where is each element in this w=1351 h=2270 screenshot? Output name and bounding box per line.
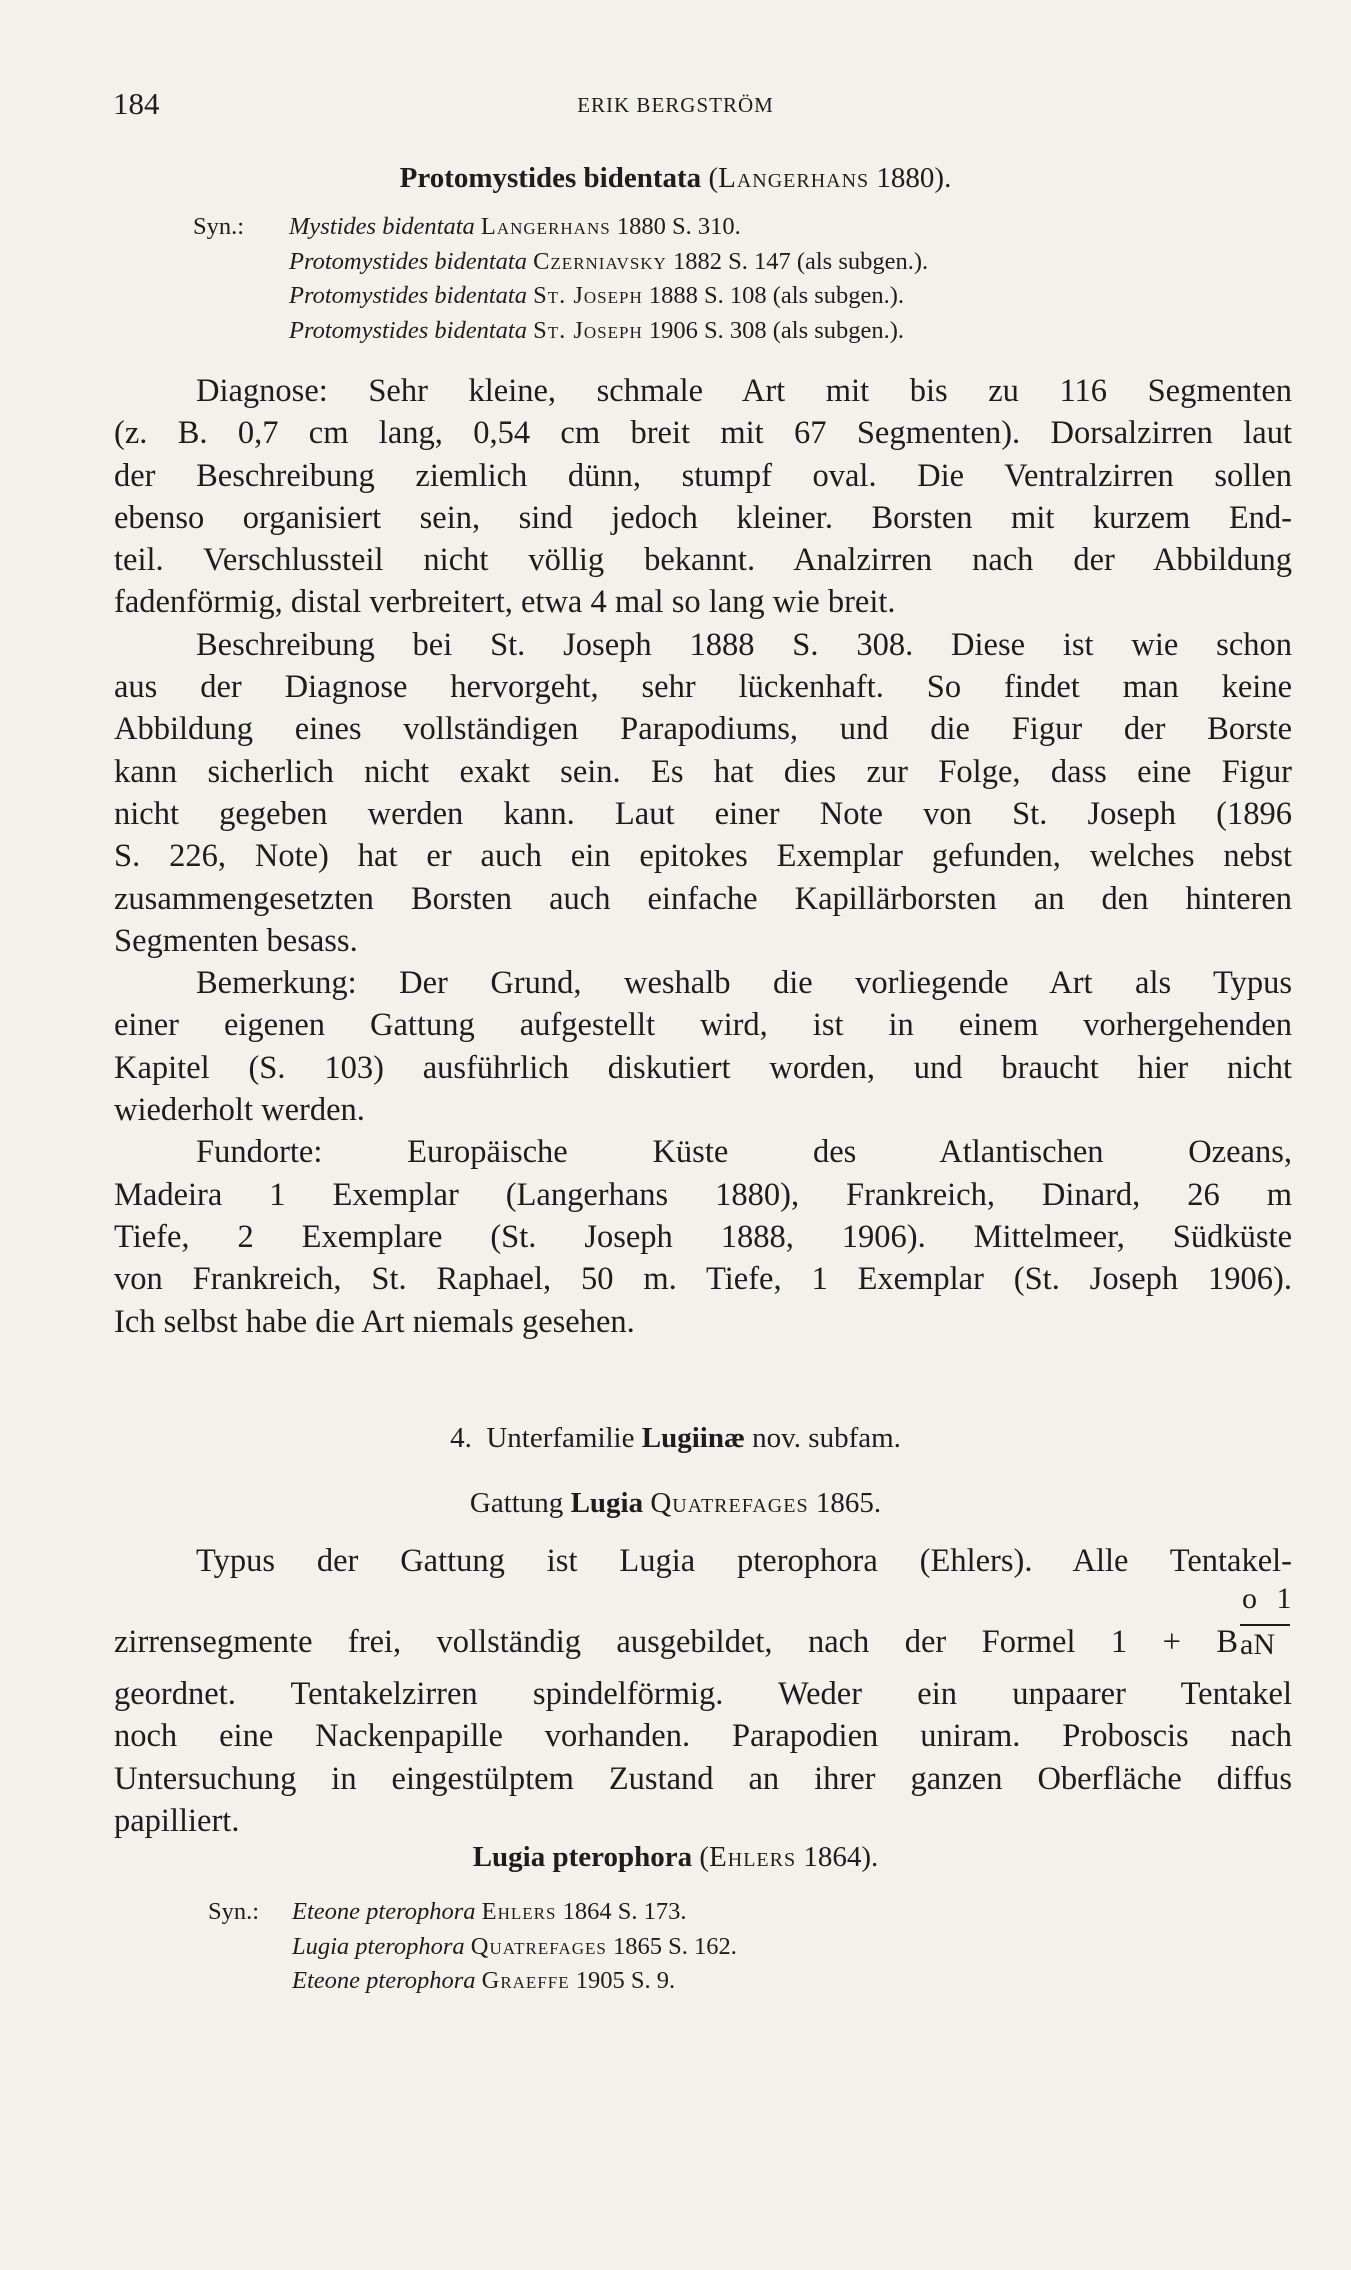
- synonym-author: Czerniavsky: [533, 247, 667, 275]
- synonym-list: [193, 210, 928, 348]
- synonym-row: [193, 210, 928, 245]
- synonym-author: St. Joseph: [533, 316, 643, 344]
- text-line: Madeira 1 Exemplar (Langerhans 1880), Frankreich, Dinard, 26 m: [114, 1176, 1292, 1213]
- text-line: ebenso organisiert sein, sind jedoch kleiner. Borsten mit kurzem End-: [114, 499, 1292, 536]
- subfamily-number: 4.: [450, 1422, 472, 1454]
- text-line: nicht gegeben werden kann. Laut einer Note von St. Joseph (1896: [114, 795, 1292, 832]
- synonym-row: [208, 1895, 737, 1930]
- synonym-ref: 1882 S. 147 (als subgen.).: [672, 247, 929, 275]
- text-line: der Beschreibung ziemlich dünn, stumpf oval. Die Ventralzirren sollen: [114, 457, 1292, 494]
- synonym-row: [208, 1964, 737, 1999]
- subfamily-suffix: nov. subfam.: [752, 1422, 901, 1454]
- page-number: 184: [113, 86, 160, 121]
- synonym-name: Protomystides bidentata: [289, 282, 527, 309]
- formula-fraction: [1238, 1582, 1298, 1661]
- text-line: noch eine Nackenpapille vorhanden. Parapodien uniram. Proboscis nach: [114, 1718, 1292, 1755]
- synonym-label: Syn.:: [208, 1898, 260, 1925]
- synonym-name: Mystides bidentata: [289, 213, 475, 240]
- species-heading: Protomystides bidentata (Langerhans 1880).: [399, 162, 952, 194]
- genus-heading: [0, 1487, 1351, 1520]
- synonym-name: Protomystides bidentata: [289, 247, 527, 275]
- text-line: (z. B. 0,7 cm lang, 0,54 cm breit mit 67 Segmenten). Dorsalzirren laut: [114, 415, 1292, 452]
- subfamily-name: Lugiinæ: [641, 1422, 745, 1454]
- text-line: einer eigenen Gattung aufgestellt wird, ist in einem vorhergehenden: [114, 1007, 1292, 1044]
- genus-year: 1865.: [815, 1487, 882, 1519]
- text-line: Kapitel (S. 103) ausführlich diskutiert worden, und braucht hier nicht: [114, 1049, 1292, 1086]
- synonym-row: [208, 1930, 737, 1965]
- synonym-name: Lugia pterophora: [292, 1932, 465, 1960]
- text-line: Untersuchung in eingestülptem Zustand an ihrer ganzen Oberfläche diffus: [114, 1760, 1292, 1797]
- text-line: teil. Verschlussteil nicht völlig bekannt. Analzirren nach der Abbildung: [114, 542, 1292, 579]
- species-description: [114, 370, 1292, 1343]
- text-line: Ich selbst habe die Art niemals gesehen.: [114, 1303, 635, 1340]
- text-line: kann sicherlich nicht exakt sein. Es hat dies zur Folge, dass eine Figur: [114, 753, 1292, 790]
- text-line: Beschreibung bei St. Joseph 1888 S. 308. Diese ist wie schon: [196, 626, 1292, 663]
- text-line: zusammengesetzten Borsten auch einfache Kapillärborsten an den hinteren: [114, 880, 1292, 917]
- synonym-ref: 1865 S. 162.: [612, 1932, 737, 1960]
- genus-author: Quatrefages: [650, 1487, 809, 1519]
- text-line: Abbildung eines vollständigen Parapodiums, und die Figur der Borste: [114, 711, 1292, 748]
- synonym-author: Langerhans: [480, 213, 611, 240]
- subfamily-heading: [0, 1422, 1351, 1455]
- synonym-row: [193, 279, 928, 314]
- synonym-ref: 1906 S. 308 (als subgen.).: [648, 316, 905, 344]
- synonym-ref: 1905 S. 9.: [575, 1967, 676, 1994]
- text-line: Fundorte: Europäische Küste des Atlantischen Ozeans,: [196, 1134, 1292, 1171]
- text-line: Diagnose: Sehr kleine, schmale Art mit bis zu 116 Segmenten: [196, 373, 1292, 409]
- text-line: Tiefe, 2 Exemplare (St. Joseph 1888, 1906). Mittelmeer, Südküste: [114, 1218, 1292, 1255]
- genus-label: Gattung: [469, 1487, 564, 1519]
- text-line: Typus der Gattung ist Lugia pterophora (Ehlers). Alle Tentakel-: [196, 1543, 1292, 1579]
- synonym-name: Protomystides bidentata: [289, 316, 527, 344]
- running-title: ERIK BERGSTRÖM: [577, 93, 774, 117]
- subfamily-label: Unterfamilie: [486, 1422, 635, 1454]
- synonym-ref: 1888 S. 108 (als subgen.).: [648, 282, 905, 309]
- synonym-row: [193, 314, 928, 349]
- genus-description: [114, 1540, 1292, 1582]
- synonym-author: St. Joseph: [533, 282, 643, 309]
- synonym-name: Eteone pterophora: [292, 1898, 476, 1925]
- text-line: wiederholt werden.: [114, 1092, 365, 1129]
- synonym-ref: 1880 S. 310.: [616, 213, 741, 240]
- synonym-row: [193, 245, 928, 280]
- synonym-author: Graeffe: [481, 1967, 570, 1994]
- text-line-formula: [114, 1582, 1298, 1661]
- species-heading: Lugia pterophora (Ehlers 1864).: [472, 1841, 879, 1873]
- formula-denominator: aN: [1240, 1628, 1275, 1661]
- formula-text: zirrensegmente frei, vollständig ausgebildet, nach der Formel 1 + B: [114, 1624, 1238, 1660]
- synonym-name: Eteone pterophora: [292, 1967, 476, 1994]
- text-line: geordnet. Tentakelzirren spindelförmig. Weder ein unpaarer Tentakel: [114, 1676, 1292, 1712]
- synonym-label: Syn.:: [193, 213, 245, 240]
- text-line: aus der Diagnose hervorgeht, sehr lückenhaft. So findet man keine: [114, 669, 1292, 706]
- genus-name: Lugia: [570, 1487, 644, 1519]
- species-name: Lugia pterophora: [472, 1841, 693, 1873]
- formula-line: [114, 1582, 1298, 1661]
- text-line: papilliert.: [114, 1802, 240, 1839]
- synonym-ref: 1864 S. 173.: [562, 1898, 687, 1925]
- synonym-list: [208, 1895, 737, 1999]
- synonym-author: Ehlers: [481, 1898, 557, 1925]
- species-author: Ehlers: [709, 1841, 797, 1873]
- text-line: von Frankreich, St. Raphael, 50 m. Tiefe, 1 Exemplar (St. Joseph 1906).: [114, 1261, 1292, 1298]
- text-line: Segmenten besass.: [114, 922, 358, 959]
- genus-description-cont: [114, 1673, 1292, 1842]
- synonym-author: Quatrefages: [470, 1932, 607, 1960]
- text-line: S. 226, Note) hat er auch ein epitokes Exemplar gefunden, welches nebst: [114, 838, 1292, 875]
- text-line: Bemerkung: Der Grund, weshalb die vorliegende Art als Typus: [196, 965, 1292, 1002]
- text-line: fadenförmig, distal verbreitert, etwa 4 mal so lang wie breit.: [114, 584, 896, 621]
- species-name: Protomystides bidentata: [399, 162, 702, 194]
- species-author: Langerhans: [718, 162, 870, 194]
- species-year: 1864).: [803, 1841, 879, 1873]
- formula-numerator: o 1: [1242, 1582, 1298, 1615]
- species-year: 1880).: [876, 162, 952, 194]
